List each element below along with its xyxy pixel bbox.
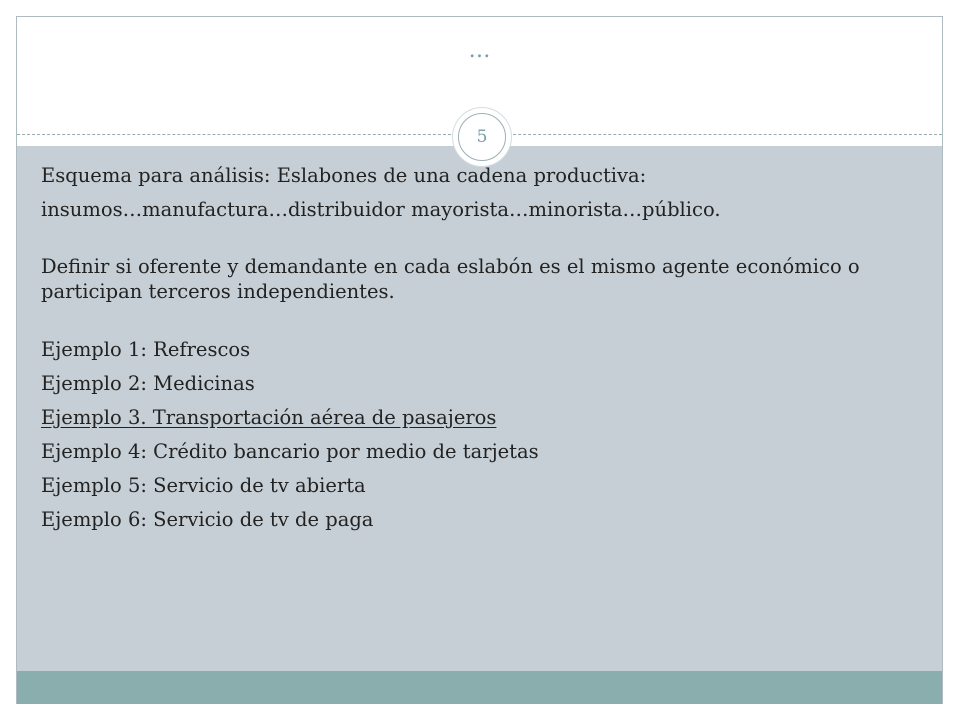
intro-line-2: insumos…manufactura…distribuidor mayorista…minorista…público.: [41, 198, 721, 221]
example-item: Ejemplo 4: Crédito bancario por medio de tarjetas: [41, 440, 539, 463]
example-item: Ejemplo 6: Servicio de tv de paga: [41, 508, 374, 531]
page-number: 5: [458, 113, 506, 161]
footer-bar: [17, 671, 942, 704]
intro-line-1: Esquema para análisis: Eslabones de una cadena productiva:: [41, 164, 647, 187]
definition-paragraph: Definir si oferente y demandante en cada eslabón es el mismo agente económico o participan terceros independientes.: [41, 255, 860, 303]
example-item: Ejemplo 5: Servicio de tv abierta: [41, 474, 366, 497]
slide-body: [41, 163, 921, 537]
example-item: Ejemplo 1: Refrescos: [41, 338, 251, 361]
page-number-badge: [453, 108, 511, 166]
slide-title: …: [468, 38, 492, 63]
example-item-link[interactable]: Ejemplo 3. Transportación aérea de pasajeros: [41, 406, 497, 429]
example-item: Ejemplo 2: Medicinas: [41, 372, 255, 395]
